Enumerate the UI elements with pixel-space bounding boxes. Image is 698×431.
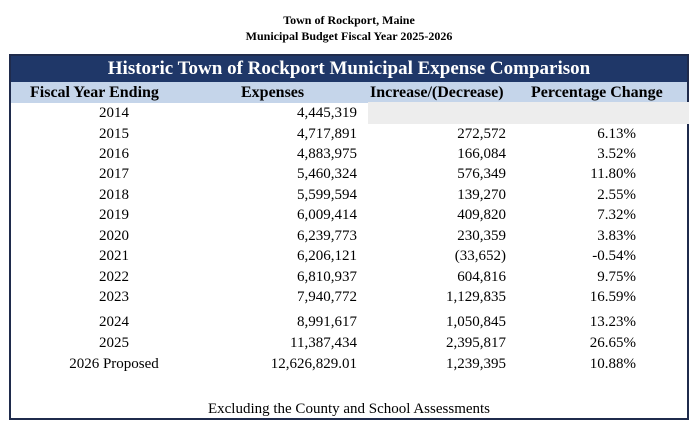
document-subtitle: Municipal Budget Fiscal Year 2025-2026 (245, 29, 453, 43)
column-header-increase: Increase/(Decrease) (370, 84, 504, 101)
cell-increase: 1,239,395 (446, 356, 506, 372)
cell-increase: 166,084 (457, 146, 506, 162)
cell-fiscal-year: 2016 (99, 146, 129, 162)
expense-comparison-table (9, 54, 689, 420)
cell-increase: 230,359 (457, 228, 506, 244)
cell-fiscal-year: 2014 (99, 105, 129, 121)
cell-percentage: 11.80% (590, 166, 636, 182)
cell-increase: 2,395,817 (446, 335, 506, 351)
cell-percentage: 9.75% (597, 269, 636, 285)
cell-expenses: 5,599,594 (297, 187, 357, 203)
cell-percentage: -0.54% (592, 248, 636, 264)
table-row (11, 164, 687, 184)
table-row (11, 103, 687, 123)
cell-expenses: 6,009,414 (297, 207, 357, 223)
cell-fiscal-year: 2026 Proposed (69, 356, 159, 372)
cell-increase: 272,572 (457, 126, 506, 142)
cell-fiscal-year: 2015 (99, 126, 129, 142)
table-row (11, 312, 687, 332)
cell-percentage: 7.32% (597, 207, 636, 223)
cell-increase: 1,129,835 (446, 289, 506, 305)
table-row (11, 267, 687, 287)
cell-expenses: 4,717,891 (297, 126, 357, 142)
cell-expenses: 5,460,324 (297, 166, 357, 182)
cell-increase: 1,050,845 (446, 314, 506, 330)
cell-fiscal-year: 2018 (99, 187, 129, 203)
column-header-row (11, 82, 687, 103)
cell-increase: 139,270 (457, 187, 506, 203)
cell-expenses: 11,387,434 (290, 335, 357, 351)
cell-fiscal-year: 2024 (99, 314, 129, 330)
cell-expenses: 4,445,319 (297, 105, 357, 121)
table-row (11, 333, 687, 353)
cell-percentage: 26.65% (589, 335, 636, 351)
document-title: Town of Rockport, Maine (283, 13, 415, 27)
cell-fiscal-year: 2023 (99, 289, 129, 305)
table-row (11, 124, 687, 144)
cell-increase: 409,820 (457, 207, 506, 223)
table-footnote: Excluding the County and School Assessments (207, 401, 491, 417)
cell-expenses: 6,239,773 (297, 228, 357, 244)
table-row (11, 226, 687, 246)
cell-percentage: 2.55% (597, 187, 636, 203)
cell-increase: 604,816 (457, 269, 506, 285)
cell-increase: (33,652) (454, 248, 506, 264)
cell-percentage: 13.23% (589, 314, 636, 330)
column-header-percentage: Percentage Change (531, 84, 663, 101)
table-row (11, 287, 687, 307)
table-row (11, 354, 687, 374)
cell-fiscal-year: 2019 (99, 207, 129, 223)
cell-fiscal-year: 2021 (99, 248, 129, 264)
cell-expenses: 6,206,121 (297, 248, 357, 264)
cell-expenses: 12,626,829.01 (270, 356, 357, 372)
cell-fiscal-year: 2022 (99, 269, 129, 285)
table-row (11, 144, 687, 164)
column-header-fiscal-year: Fiscal Year Ending (30, 84, 159, 101)
cell-percentage: 3.52% (597, 146, 636, 162)
table-row (11, 185, 687, 205)
cell-percentage: 3.83% (597, 228, 636, 244)
table-title: Historic Town of Rockport Municipal Expense Comparison (11, 56, 687, 82)
cell-percentage: 10.88% (589, 356, 636, 372)
column-header-expenses: Expenses (241, 84, 305, 101)
table-row (11, 205, 687, 225)
cell-expenses: 8,991,617 (297, 314, 357, 330)
cell-percentage: 6.13% (597, 126, 636, 142)
cell-expenses: 4,883,975 (297, 146, 357, 162)
cell-expenses: 6,810,937 (297, 269, 357, 285)
cell-increase: 576,349 (457, 166, 506, 182)
cell-expenses: 7,940,772 (297, 289, 357, 305)
cell-fiscal-year: 2025 (99, 335, 129, 351)
cell-fiscal-year: 2020 (99, 228, 129, 244)
table-row (11, 246, 687, 266)
cell-fiscal-year: 2017 (99, 166, 129, 182)
cell-percentage: 16.59% (589, 289, 636, 305)
